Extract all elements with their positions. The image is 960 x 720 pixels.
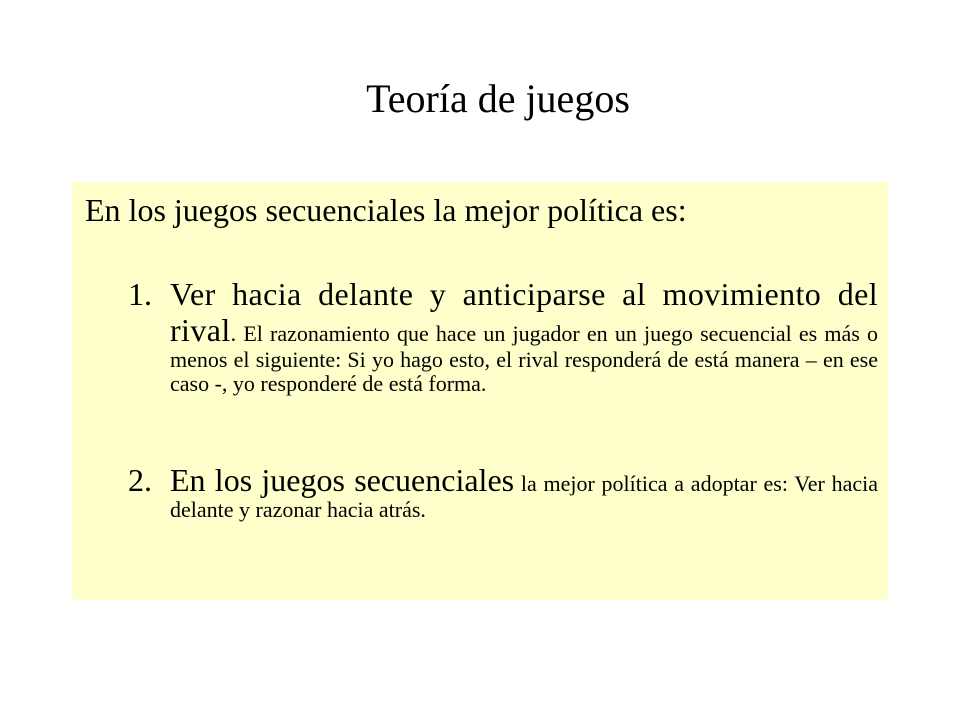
content-box — [72, 182, 888, 600]
intro-text: En los juegos secuenciales la mejor política es: — [85, 192, 687, 228]
slide-title: Teoría de juegos — [366, 76, 630, 121]
list-item-lead: En los juegos secuenciales — [170, 462, 515, 498]
list-item-number: 2. — [128, 462, 152, 498]
list-item — [128, 276, 878, 396]
list-item-lead: Ver hacia delante y anticiparse al movimiento del rival — [170, 276, 878, 348]
list-item-body: . El razonamiento que hace un jugador en un juego secuencial es más o menos el siguiente: Si yo hago esto, el rival responderá de está manera – en ese caso -, yo responderé de está forma. — [170, 321, 878, 396]
list-item-text — [170, 276, 878, 396]
list-item-body: la mejor política a adoptar es: Ver hacia delante y razonar hacia atrás. — [170, 471, 879, 522]
list-item-number: 1. — [128, 276, 152, 312]
list-item — [128, 462, 878, 522]
list-item-text — [170, 462, 878, 522]
